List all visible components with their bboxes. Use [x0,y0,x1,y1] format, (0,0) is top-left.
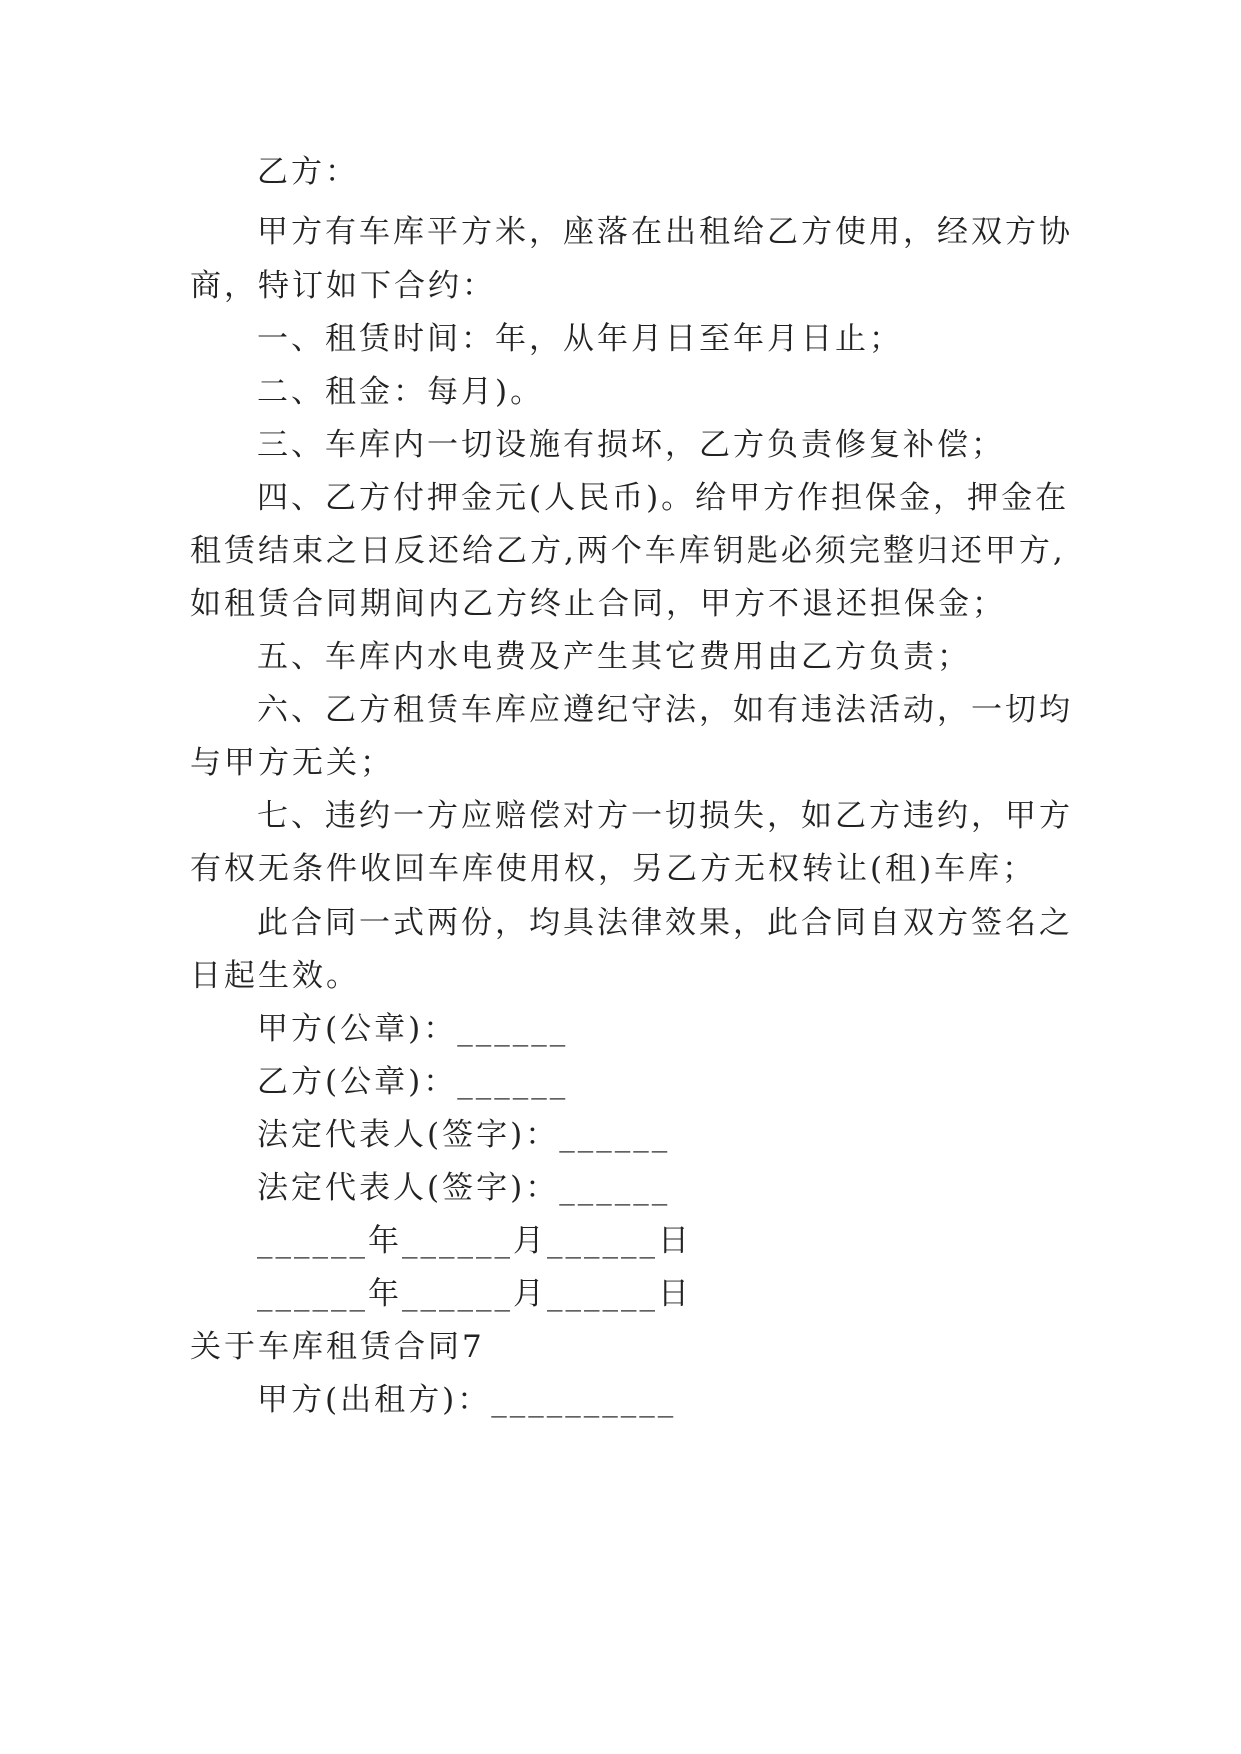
legal-rep-signature-line: 法定代表人(签字)：______ [257,1170,671,1206]
date-line: ______年______月______日 [257,1276,692,1312]
clause-7-continued: 有权无条件收回车库使用权，另乙方无权转让(租)车库； [190,851,1037,887]
party-a-seal-line: 甲方(公章)：______ [257,1011,569,1047]
closing-paragraph: 此合同一式两份，均具法律效果，此合同自双方签名之 [257,905,1073,941]
lessor-line: 甲方(出租方)：__________ [257,1382,677,1418]
paragraph-line: 商，特订如下合约： [190,268,496,304]
clause-3: 三、车库内一切设施有损坏，乙方负责修复补偿； [257,427,1005,463]
party-b-label: 乙方： [257,154,359,190]
clause-4-continued: 如租赁合同期间内乙方终止合同，甲方不退还担保金； [190,586,1006,622]
clause-6: 六、乙方租赁车库应遵纪守法，如有违法活动，一切均 [257,692,1073,728]
section-heading: 关于车库租赁合同7 [190,1329,485,1365]
legal-rep-signature-line: 法定代表人(签字)：______ [257,1117,671,1153]
clause-2: 二、租金：每月)。 [257,374,545,410]
clause-5: 五、车库内水电费及产生其它费用由乙方负责； [257,639,971,675]
paragraph-line: 甲方有车库平方米，座落在出租给乙方使用，经双方协 [257,214,1073,250]
date-line: ______年______月______日 [257,1223,692,1259]
clause-4-continued: 租赁结束之日反还给乙方,两个车库钥匙必须完整归还甲方, [190,533,1066,569]
party-b-seal-line: 乙方(公章)：______ [257,1064,569,1100]
closing-paragraph-continued: 日起生效。 [190,958,360,994]
clause-7: 七、违约一方应赔偿对方一切损失，如乙方违约，甲方 [257,798,1073,834]
clause-6-continued: 与甲方无关； [190,745,394,781]
clause-1: 一、租赁时间：年，从年月日至年月日止； [257,321,903,357]
clause-4: 四、乙方付押金元(人民币)。给甲方作担保金，押金在 [257,480,1070,516]
